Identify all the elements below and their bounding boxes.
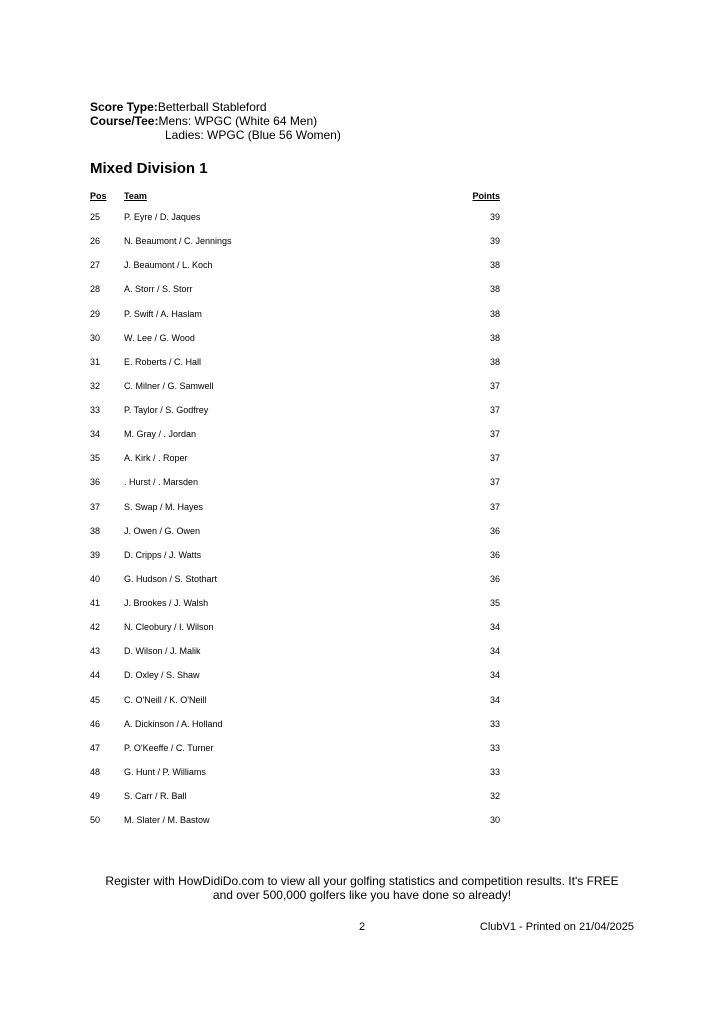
row-team: J. Brookes / J. Walsh xyxy=(124,598,209,608)
row-points: 30 xyxy=(489,815,500,826)
row-team: M. Slater / M. Bastow xyxy=(124,815,210,826)
row-points: 34 xyxy=(489,694,500,705)
row-points: 38 xyxy=(489,284,500,295)
row-team: G. Hunt / P. Williams xyxy=(124,766,206,777)
table-row xyxy=(0,693,724,717)
course-tee-ladies: Ladies: WPGC (Blue 56 Women) xyxy=(165,128,341,142)
row-position: 40 xyxy=(90,573,101,584)
table-row xyxy=(0,475,724,499)
row-position: 50 xyxy=(90,815,101,826)
table-row xyxy=(0,379,724,403)
table-row xyxy=(0,620,724,644)
row-position: 30 xyxy=(90,332,101,343)
row-position: 37 xyxy=(90,501,101,512)
course-tee-label: Course/Tee: xyxy=(90,114,159,128)
row-team: D. Oxley / S. Shaw xyxy=(124,670,200,681)
competition-header xyxy=(90,100,341,142)
row-points: 32 xyxy=(489,791,500,801)
row-points: 34 xyxy=(489,622,500,633)
pos-column-header: Pos xyxy=(90,191,107,201)
row-position: 43 xyxy=(90,646,101,657)
row-team: D. Cripps / J. Watts xyxy=(124,549,202,560)
row-points: 34 xyxy=(489,670,500,681)
row-position: 47 xyxy=(90,742,101,753)
row-points: 36 xyxy=(489,573,500,584)
row-points: 36 xyxy=(489,549,500,560)
table-row xyxy=(0,789,724,813)
row-position: 31 xyxy=(90,356,101,367)
row-team: S. Carr / R. Ball xyxy=(124,791,187,801)
row-points: 33 xyxy=(489,766,500,777)
course-tee-mens: Mens: WPGC (White 64 Men) xyxy=(158,114,318,128)
table-row xyxy=(0,427,724,451)
row-team: S. Swap / M. Hayes xyxy=(124,501,204,512)
row-team: M. Gray / . Jordan xyxy=(124,429,197,440)
row-team: P. Taylor / S. Godfrey xyxy=(124,405,209,415)
table-row xyxy=(0,258,724,282)
division-title: Mixed Division 1 xyxy=(90,160,208,177)
row-team: P. Eyre / D. Jaques xyxy=(124,212,201,222)
results-table-body xyxy=(0,210,724,837)
score-type-line xyxy=(90,100,341,114)
course-tee-ladies-line xyxy=(90,128,341,142)
table-row xyxy=(0,596,724,620)
row-team: P. O'Keeffe / C. Turner xyxy=(124,742,214,753)
row-team: P. Swift / A. Haslam xyxy=(124,308,202,319)
row-team: N. Cleobury / I. Wilson xyxy=(124,622,214,633)
row-team: J. Owen / G. Owen xyxy=(124,525,201,536)
row-points: 37 xyxy=(489,405,500,415)
table-row xyxy=(0,717,724,741)
row-points: 39 xyxy=(489,212,500,222)
row-position: 26 xyxy=(90,236,101,247)
course-tee-line xyxy=(90,114,341,128)
row-position: 41 xyxy=(90,598,101,608)
row-team: A. Kirk / . Roper xyxy=(124,453,188,464)
row-team: C. Milner / G. Samwell xyxy=(124,380,214,391)
row-position: 39 xyxy=(90,549,101,560)
row-position: 27 xyxy=(90,260,101,271)
page-number: 2 xyxy=(358,921,366,933)
row-points: 33 xyxy=(489,742,500,753)
row-points: 37 xyxy=(489,453,500,464)
row-points: 37 xyxy=(489,501,500,512)
row-position: 49 xyxy=(90,791,101,801)
row-team: A. Dickinson / A. Holland xyxy=(124,718,223,729)
row-position: 32 xyxy=(90,380,101,391)
row-team: C. O'Neill / K. O'Neill xyxy=(124,694,207,705)
row-position: 29 xyxy=(90,308,101,319)
score-type-value: Betterball Stableford xyxy=(157,100,267,114)
row-team: E. Roberts / C. Hall xyxy=(124,356,202,367)
row-points: 38 xyxy=(489,308,500,319)
table-row xyxy=(0,307,724,331)
table-row xyxy=(0,765,724,789)
points-column-header: Points xyxy=(472,191,500,201)
table-row xyxy=(0,403,724,427)
row-team: G. Hudson / S. Stothart xyxy=(124,573,218,584)
table-row xyxy=(0,355,724,379)
row-position: 45 xyxy=(90,694,101,705)
table-row xyxy=(0,210,724,234)
table-row xyxy=(0,524,724,548)
row-team: W. Lee / G. Wood xyxy=(124,332,195,343)
table-row xyxy=(0,500,724,524)
team-column-header: Team xyxy=(124,191,147,201)
row-position: 25 xyxy=(90,212,101,222)
table-row xyxy=(0,813,724,837)
row-position: 36 xyxy=(90,477,101,488)
table-row xyxy=(0,234,724,258)
row-position: 33 xyxy=(90,405,101,415)
row-team: A. Storr / S. Storr xyxy=(124,284,193,295)
table-row xyxy=(0,741,724,765)
row-points: 34 xyxy=(489,646,500,657)
row-position: 35 xyxy=(90,453,101,464)
row-points: 37 xyxy=(489,477,500,488)
row-position: 38 xyxy=(90,525,101,536)
row-team: D. Wilson / J. Malik xyxy=(124,646,201,657)
row-points: 38 xyxy=(489,332,500,343)
row-points: 38 xyxy=(489,356,500,367)
table-row xyxy=(0,572,724,596)
register-line-1: Register with HowDidiDo.com to view all your golfing statistics and competition results. It's FREE xyxy=(105,874,619,888)
score-type-label: Score Type: xyxy=(90,100,158,114)
register-promo xyxy=(0,874,724,902)
table-row xyxy=(0,331,724,355)
results-table-header xyxy=(0,191,724,203)
table-row xyxy=(0,451,724,475)
table-row xyxy=(0,644,724,668)
row-position: 44 xyxy=(90,670,101,681)
row-team: J. Beaumont / L. Koch xyxy=(124,260,213,271)
row-position: 42 xyxy=(90,622,101,633)
table-row xyxy=(0,548,724,572)
row-team: . Hurst / . Marsden xyxy=(124,477,199,488)
row-position: 46 xyxy=(90,718,101,729)
printed-info: ClubV1 - Printed on 21/04/2025 xyxy=(479,921,634,933)
table-row xyxy=(0,668,724,692)
row-points: 37 xyxy=(489,380,500,391)
row-points: 38 xyxy=(489,260,500,271)
row-position: 34 xyxy=(90,429,101,440)
row-team: N. Beaumont / C. Jennings xyxy=(124,236,232,247)
row-points: 37 xyxy=(489,429,500,440)
table-row xyxy=(0,282,724,306)
row-points: 35 xyxy=(489,598,500,608)
row-points: 33 xyxy=(489,718,500,729)
row-points: 39 xyxy=(489,236,500,247)
row-points: 36 xyxy=(489,525,500,536)
row-position: 48 xyxy=(90,766,101,777)
register-line-2: and over 500,000 golfers like you have done so already! xyxy=(212,888,512,902)
row-position: 28 xyxy=(90,284,101,295)
